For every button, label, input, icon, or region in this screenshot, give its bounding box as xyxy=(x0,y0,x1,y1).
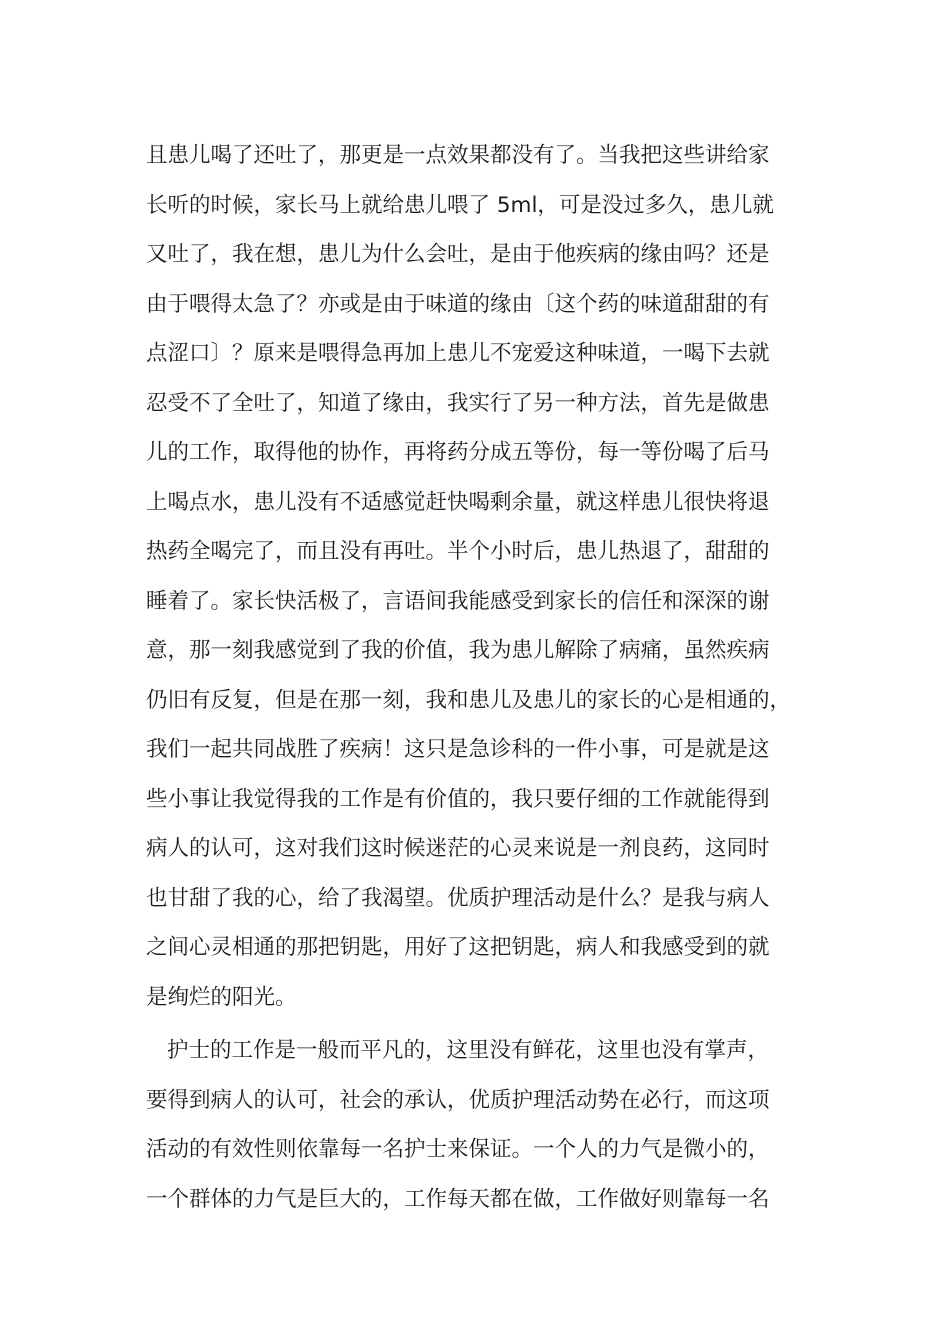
text-line: 长听的时候，家长马上就给患儿喂了 5ml，可是没过多久，患儿就 xyxy=(146,192,774,218)
text-line-indented: 护士的工作是一般而平凡的，这里没有鲜花，这里也没有掌声， xyxy=(167,1038,770,1063)
text-line: 忍受不了全吐了，知道了缘由，我实行了另一种方法，首先是做患 xyxy=(146,390,770,416)
paragraph-1 xyxy=(146,131,846,1022)
text-line: 也甘甜了我的心，给了我渴望。优质护理活动是什么？是我与病人 xyxy=(146,885,770,911)
text-line: 之间心灵相通的那把钥匙，用好了这把钥匙，病人和我感受到的就 xyxy=(146,935,770,960)
text-line: 活动的有效性则依靠每一名护士来保证。一个人的力气是微小的， xyxy=(146,1137,770,1162)
text-line: 且患儿喝了还吐了，那更是一点效果都没有了。当我把这些讲给家 xyxy=(146,143,770,168)
text-line: 又吐了，我在想，患儿为什么会吐，是由于他疾病的缘由吗？还是 xyxy=(146,242,770,267)
text-line: 仍旧有反复，但是在那一刻，我和患儿及患儿的家长的心是相通的， xyxy=(146,687,792,713)
text-line: 一个群体的力气是巨大的，工作每天都在做，工作做好则靠每一名 xyxy=(146,1186,770,1212)
text-line: 点涩口〕？原来是喂得急再加上患儿不宠爱这种味道，一喝下去就 xyxy=(146,341,770,366)
text-line: 意，那一刻我感觉到了我的价值，我为患儿解除了病痛，虽然疾病 xyxy=(146,638,770,663)
text-line: 睡着了。家长快活极了，言语间我能感受到家长的信任和深深的谢 xyxy=(146,588,770,614)
text-line: 是绚烂的阳光。 xyxy=(146,984,297,1010)
text-line: 由于喂得太急了？亦或是由于味道的缘由〔这个药的味道甜甜的有 xyxy=(146,291,770,317)
body-text xyxy=(146,131,846,1224)
text-line: 要得到病人的认可，社会的承认，优质护理活动势在必行，而这项 xyxy=(146,1087,770,1113)
text-line: 热药全喝完了，而且没有再吐。半个小时后，患儿热退了，甜甜的 xyxy=(146,539,770,564)
text-line: 我们一起共同战胜了疾病！这只是急诊科的一件小事，可是就是这 xyxy=(146,737,770,762)
text-line: 儿的工作，取得他的协作，再将药分成五等份，每一等份喝了后马 xyxy=(146,440,770,465)
text-line: 病人的认可，这对我们这时候迷茫的心灵来说是一剂良药，这同时 xyxy=(146,836,770,861)
text-line: 上喝点水，患儿没有不适感觉赶快喝剩余量，就这样患儿很快将退 xyxy=(146,489,770,515)
text-line: 些小事让我觉得我的工作是有价值的，我只要仔细的工作就能得到 xyxy=(146,786,770,812)
paragraph-2 xyxy=(146,1026,846,1224)
